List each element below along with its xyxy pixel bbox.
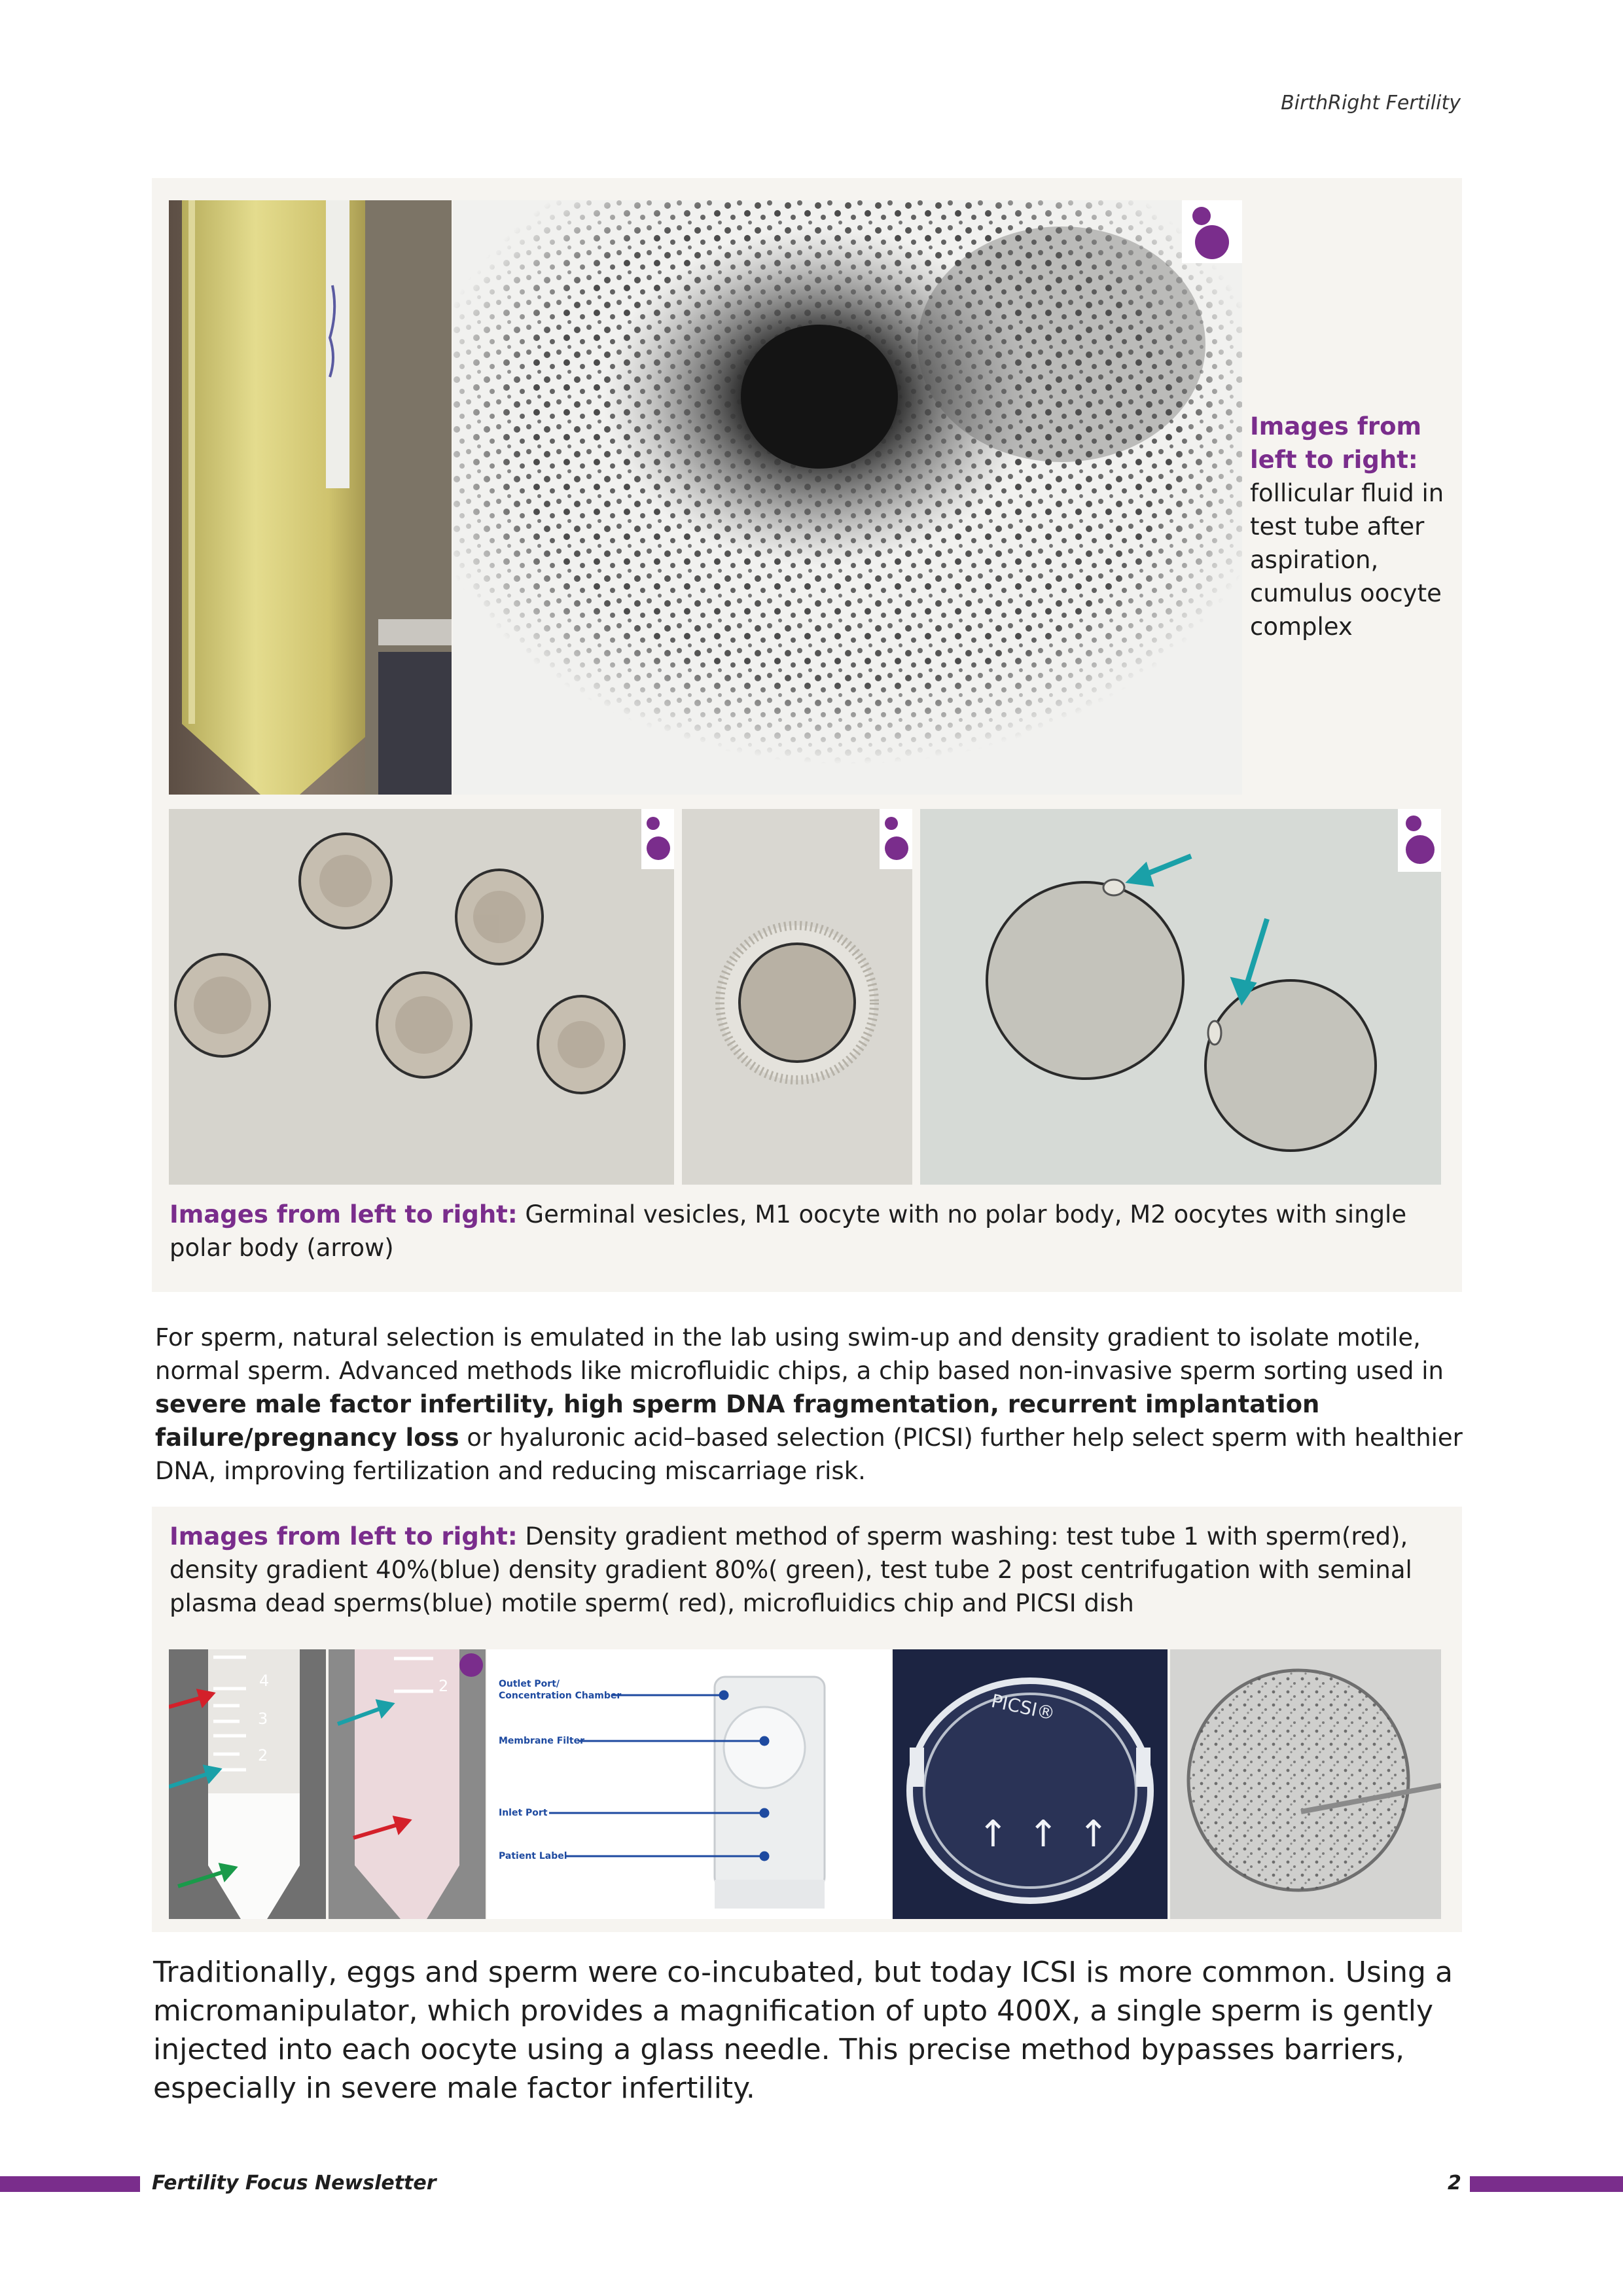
footer-page-number: 2 [1448,2172,1461,2195]
birthright-logo-icon [1182,200,1242,263]
footer-left-bar [0,2176,140,2192]
bottom-caption [169,1198,1439,1265]
side-caption-text: follicular fluid in test tube after aspiration, cumulus oocyte complex [1250,479,1444,641]
birthright-logo-icon [641,809,674,869]
follicular-fluid-photo [169,200,452,795]
header-brand: BirthRight Fertility [1281,92,1461,115]
chip-label-inlet: Inlet Port [499,1808,548,1818]
tube-1-mark-3: 3 [258,1710,268,1728]
germinal-vesicles-photo [169,809,674,1185]
side-caption [1250,410,1453,643]
microfluidics-chip-diagram [487,1649,891,1919]
chip-label-outlet [499,1678,621,1702]
tube-1-mark-2: 2 [258,1746,268,1765]
panel2-caption-text: Density gradient method of sperm washing: test tube 1 with sperm(red), density gradient 40%(blue) density gradient 80%( green), test tube 2 post centrifugation with seminal plasma dead sperms(blue) motile sperm( red), microfluidics chip and PICSI dish [169,1522,1412,1617]
sperm-paragraph-outro: or hyaluronic acid–based selection (PICSI) further help select sperm with healthier DNA, improving fertilization and reducing miscarriage risk. [155,1424,1463,1485]
panel2-caption-heading: Images from left to right: [169,1522,518,1551]
sperm-paragraph-bold: severe male factor infertility, high sperm DNA fragmentation, recurrent implantation failure/pregnancy loss [155,1390,1320,1452]
post-centrifugation-tube-2-photo [329,1649,486,1919]
oocyte-figure-panel [152,178,1462,1292]
chip-label-outlet-line2: Concentration Chamber [499,1691,622,1701]
m1-oocyte-photo [682,809,912,1185]
bottom-caption-heading: Images from left to right: [169,1200,518,1229]
chip-label-patient: Patient Label [499,1851,567,1861]
sperm-paragraph-intro: For sperm, natural selection is emulated in the lab using swim-up and density gradient to isolate motile, normal sperm. Advanced methods like microfluidic chips, a chip based non-invasive sperm sorting used in [155,1323,1444,1385]
tube-2-mark-2: 2 [438,1677,449,1695]
sperm-selection-paragraph [155,1321,1471,1488]
side-caption-heading: Images from left to right: [1250,412,1422,474]
picsi-dish-arrows: ↑ ↑ ↑ [978,1813,1113,1856]
picsi-dish-photo [893,1649,1168,1919]
birthright-logo-icon [880,809,912,869]
cumulus-oocyte-complex-photo [453,200,1242,795]
chip-label-outlet-line1: Outlet Port/ [499,1679,560,1689]
footer-newsletter-title: Fertility Focus Newsletter [152,2172,437,2195]
birthright-logo-icon [1398,809,1441,872]
panel2-caption [169,1520,1446,1620]
tube-1-mark-4: 4 [259,1672,270,1690]
m2-oocytes-photo [920,809,1441,1185]
picsi-microscopy-photo [1170,1649,1441,1919]
bottom-caption-text: Germinal vesicles, M1 oocyte with no polar body, M2 oocytes with single polar body (arrow) [169,1200,1407,1262]
density-gradient-tube-1-photo [169,1649,326,1919]
chip-label-membrane: Membrane Filter [499,1736,584,1746]
footer-right-bar [1470,2176,1623,2192]
sperm-figure-panel [152,1507,1462,1932]
icsi-paragraph: Traditionally, eggs and sperm were co-incubated, but today ICSI is more common. Using a micromanipulator, which provides a magnification of upto 400X, a single sperm is gently injected into each oocyte using a glass needle. This precise method bypasses barriers, especially in severe male factor infertility. [153,1956,1453,2105]
picsi-dish-label: PICSI® [989,1690,1058,1725]
